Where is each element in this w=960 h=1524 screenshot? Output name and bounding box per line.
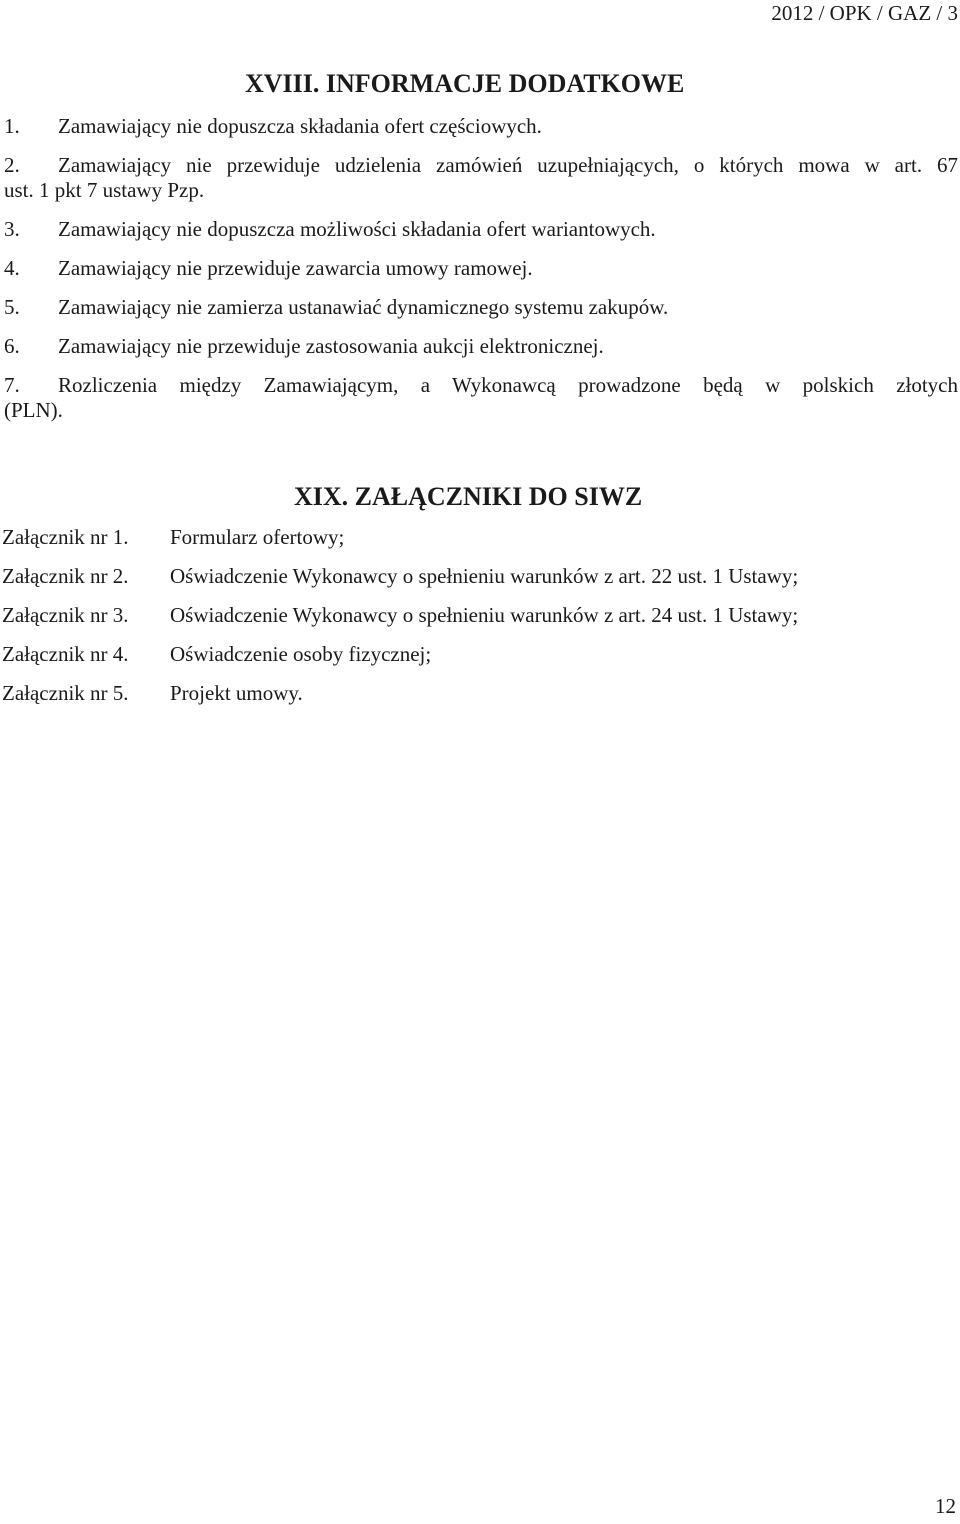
attachments-list (2, 525, 798, 720)
item-number: 1. (4, 114, 20, 138)
attachment-label: Załącznik nr 5. (2, 681, 129, 705)
item-text: Zamawiający nie przewiduje zawarcia umowy ramowej. (58, 256, 533, 280)
item-text-continuation: (PLN). (4, 398, 63, 422)
attachment-label: Załącznik nr 1. (2, 525, 129, 549)
list-item (4, 153, 958, 203)
list-item (4, 373, 958, 423)
attachment-text: Oświadczenie osoby fizycznej; (170, 642, 432, 666)
document-reference: 2012 / OPK / GAZ / 3 (771, 1, 958, 25)
item-text: Zamawiający nie przewiduje udzielenia zamówień uzupełniających, o których mowa w art. 67 (58, 153, 958, 177)
list-item (4, 334, 958, 359)
list-item (4, 217, 958, 242)
attachment-row (2, 525, 798, 564)
attachment-label: Załącznik nr 3. (2, 603, 129, 627)
list-item (4, 256, 958, 281)
page-number: 12 (935, 1494, 956, 1518)
additional-info-list (4, 114, 958, 437)
attachment-text: Projekt umowy. (170, 681, 303, 705)
item-number: 6. (4, 334, 20, 358)
item-text: Zamawiający nie zamierza ustanawiać dynamicznego systemu zakupów. (58, 295, 669, 319)
attachment-text: Oświadczenie Wykonawcy o spełnieniu warunków z art. 22 ust. 1 Ustawy; (170, 564, 799, 588)
list-item (4, 114, 958, 139)
item-number: 2. (4, 153, 20, 177)
item-text: Zamawiający nie dopuszcza składania ofert częściowych. (58, 114, 542, 138)
item-text-block (4, 373, 958, 423)
attachment-row (2, 642, 798, 681)
attachment-label: Załącznik nr 2. (2, 564, 129, 588)
attachment-row (2, 681, 798, 720)
attachment-row (2, 603, 798, 642)
section-title-attachments: XIX. ZAŁĄCZNIKI DO SIWZ (294, 482, 643, 511)
attachment-text: Formularz ofertowy; (170, 525, 345, 549)
attachment-text: Oświadczenie Wykonawcy o spełnieniu warunków z art. 24 ust. 1 Ustawy; (170, 603, 799, 627)
item-number: 5. (4, 295, 20, 319)
item-number: 3. (4, 217, 20, 241)
item-number: 4. (4, 256, 20, 280)
attachment-row (2, 564, 798, 603)
item-text-continuation: ust. 1 pkt 7 ustawy Pzp. (4, 178, 205, 202)
item-number: 7. (4, 373, 20, 397)
item-text: Rozliczenia między Zamawiającym, a Wykonawcą prowadzone będą w polskich złotych (58, 373, 958, 397)
list-item (4, 295, 958, 320)
attachment-label: Załącznik nr 4. (2, 642, 129, 666)
item-text: Zamawiający nie przewiduje zastosowania aukcji elektronicznej. (58, 334, 604, 358)
section-title-additional-info: XVIII. INFORMACJE DODATKOWE (245, 69, 685, 98)
item-text-block (4, 153, 958, 203)
item-text: Zamawiający nie dopuszcza możliwości składania ofert wariantowych. (58, 217, 656, 241)
